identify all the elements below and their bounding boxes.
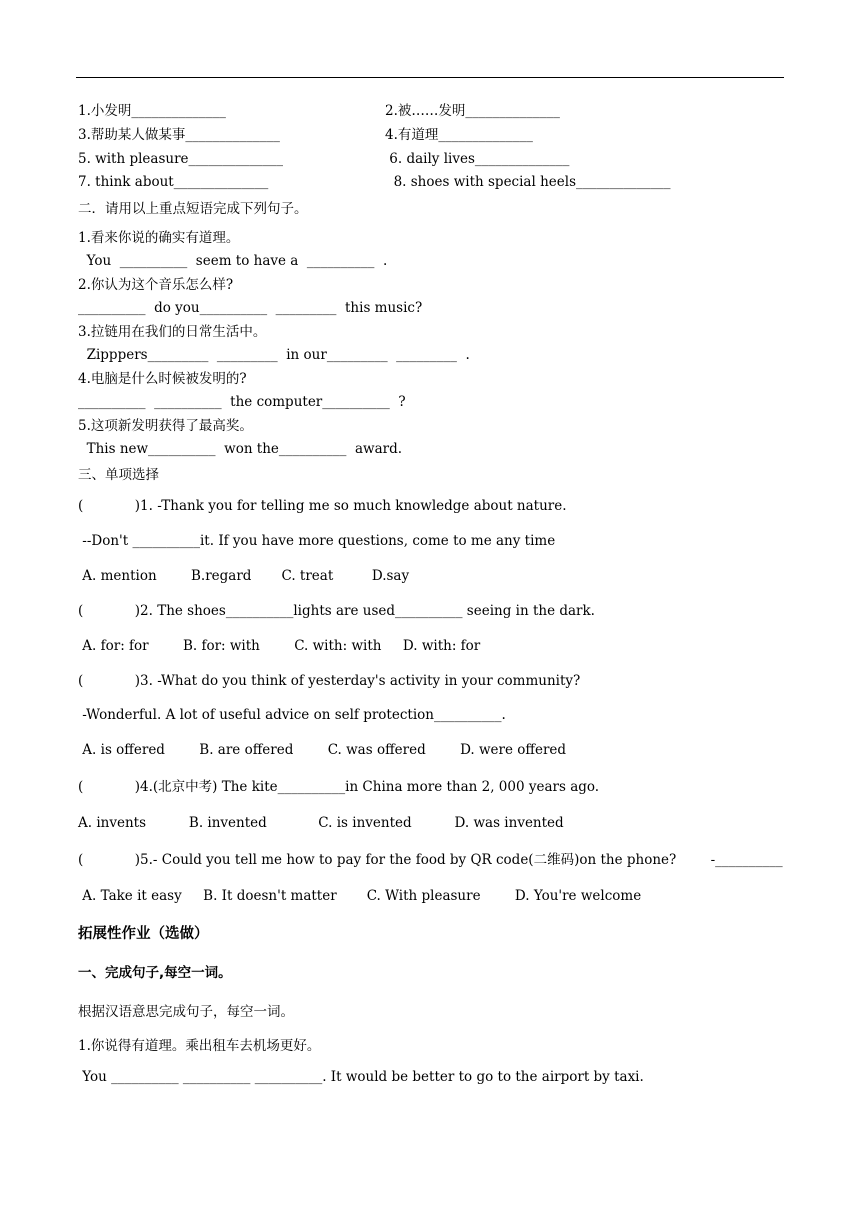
q5-options: A. Take it easy B. It doesn't matter C. With pleasure D. You're welcome — [78, 888, 642, 904]
s2-item-4-en: __________ __________ the computer__________ ? — [78, 394, 406, 410]
phrase-5: 5. with pleasure______________ — [78, 151, 284, 167]
q1-reply: --Don't __________it. If you have more questions, come to me any time — [78, 533, 556, 549]
s2-item-1-en: You __________ seem to have a __________ . — [78, 253, 388, 269]
s2-item-3-en: Zipppers_________ _________ in our_________ _________ . — [78, 347, 470, 363]
s2-item-2-en: __________ do you__________ _________ this music? — [78, 300, 423, 316]
q3-reply: -Wonderful. A lot of useful advice on self protection__________. — [78, 707, 506, 723]
q2-stem: ( )2. The shoes__________lights are used__________ seeing in the dark. — [78, 603, 595, 619]
phrase-7: 7. think about______________ — [78, 174, 269, 190]
q4-stem: ( )4.(北京中考) The kite__________in China more than 2, 000 years ago. — [78, 779, 600, 795]
section2-heading: 二．请用以上重点短语完成下列句子。 — [78, 201, 308, 217]
q5-stem: ( )5.- Could you tell me how to pay for the food by QR code(二维码)on the phone? -__________ — [78, 852, 783, 868]
section3-heading: 三、单项选择 — [78, 467, 159, 483]
extension-item-en: You __________ __________ __________. It would be better to go to the airport by taxi. — [78, 1069, 644, 1085]
extension-instruction: 根据汉语意思完成句子，每空一词。 — [78, 1004, 294, 1020]
phrase-2: 2.被……发明______________ — [385, 103, 560, 119]
q1-stem: ( )1. -Thank you for telling me so much knowledge about nature. — [78, 498, 567, 514]
q3-options: A. is offered B. are offered C. was offered D. were offered — [78, 742, 567, 758]
phrase-6: 6. daily lives______________ — [385, 151, 570, 167]
phrase-1: 1.小发明______________ — [78, 103, 226, 119]
extension-title: 拓展性作业（选做） — [78, 926, 209, 942]
s2-item-1-cn: 1.看来你说的确实有道理。 — [78, 230, 240, 246]
q2-options: A. for: for B. for: with C. with: with D. with: for — [78, 638, 481, 654]
s2-item-5-en: This new__________ won the__________ award. — [78, 441, 403, 457]
s2-item-5-cn: 5.这项新发明获得了最高奖。 — [78, 418, 253, 434]
q3-stem: ( )3. -What do you think of yesterday's activity in your community? — [78, 673, 581, 689]
q1-options: A. mention B.regard C. treat D.say — [78, 568, 410, 584]
header-rule — [76, 77, 784, 78]
q4-options: A. invents B. invented C. is invented D. was invented — [78, 815, 564, 831]
phrase-8: 8. shoes with special heels______________ — [385, 174, 671, 190]
extension-item-cn: 1.你说得有道理。乘出租车去机场更好。 — [78, 1038, 321, 1054]
s2-item-4-cn: 4.电脑是什么时候被发明的? — [78, 371, 247, 387]
extension-section1-heading: 一、完成句子,每空一词。 — [78, 965, 232, 981]
s2-item-2-cn: 2.你认为这个音乐怎么样? — [78, 277, 234, 293]
phrase-4: 4.有道理______________ — [385, 127, 533, 143]
phrase-3: 3.帮助某人做某事______________ — [78, 127, 280, 143]
s2-item-3-cn: 3.拉链用在我们的日常生活中。 — [78, 324, 267, 340]
